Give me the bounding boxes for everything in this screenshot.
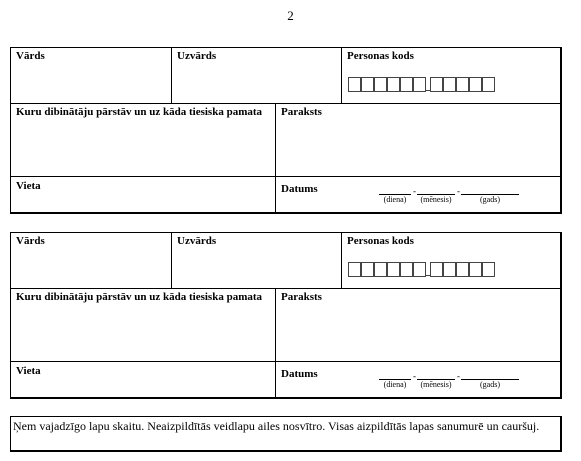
month-caption: (mēnesis) [417, 194, 455, 207]
personal-code-boxes[interactable] [348, 259, 495, 277]
personal-code-label: Personas kods [347, 50, 414, 62]
date-field[interactable]: (diena) - (mēnesis) - (gads) [379, 178, 559, 214]
date-label: Datums [281, 368, 318, 380]
signatory-block-1 [10, 47, 562, 214]
founder-representation-label: Kuru dibinātāju pārstāv un uz kāda tiesiska pamata [16, 291, 263, 303]
place-label: Vieta [16, 365, 41, 377]
date-field[interactable]: (diena) - (mēnesis) - (gads) [379, 363, 559, 399]
month-caption: (mēnesis) [417, 379, 455, 392]
personal-code-boxes[interactable] [348, 74, 495, 92]
day-caption: (diena) [379, 194, 411, 207]
personal-code-label: Personas kods [347, 235, 414, 247]
founder-representation-label: Kuru dibinātāju pārstāv un uz kāda tiesiska pamata [16, 106, 263, 118]
name-label: Vārds [16, 235, 45, 247]
instructions-note: Ņem vajadzīgo lapu skaitu. Neaizpildītās veidlapu ailes nosvītro. Visas aizpildītās lapas sanumurē un cauršuj. [10, 416, 562, 452]
day-caption: (diena) [379, 379, 411, 392]
signature-label: Paraksts [281, 291, 322, 303]
year-caption: (gads) [461, 379, 519, 392]
year-caption: (gads) [461, 194, 519, 207]
place-label: Vieta [16, 180, 41, 192]
date-label: Datums [281, 183, 318, 195]
page-number: 2 [287, 8, 294, 23]
signatory-block-2 [10, 232, 562, 399]
surname-label: Uzvārds [177, 235, 217, 247]
signature-label: Paraksts [281, 106, 322, 118]
name-label: Vārds [16, 50, 45, 62]
surname-label: Uzvārds [177, 50, 217, 62]
